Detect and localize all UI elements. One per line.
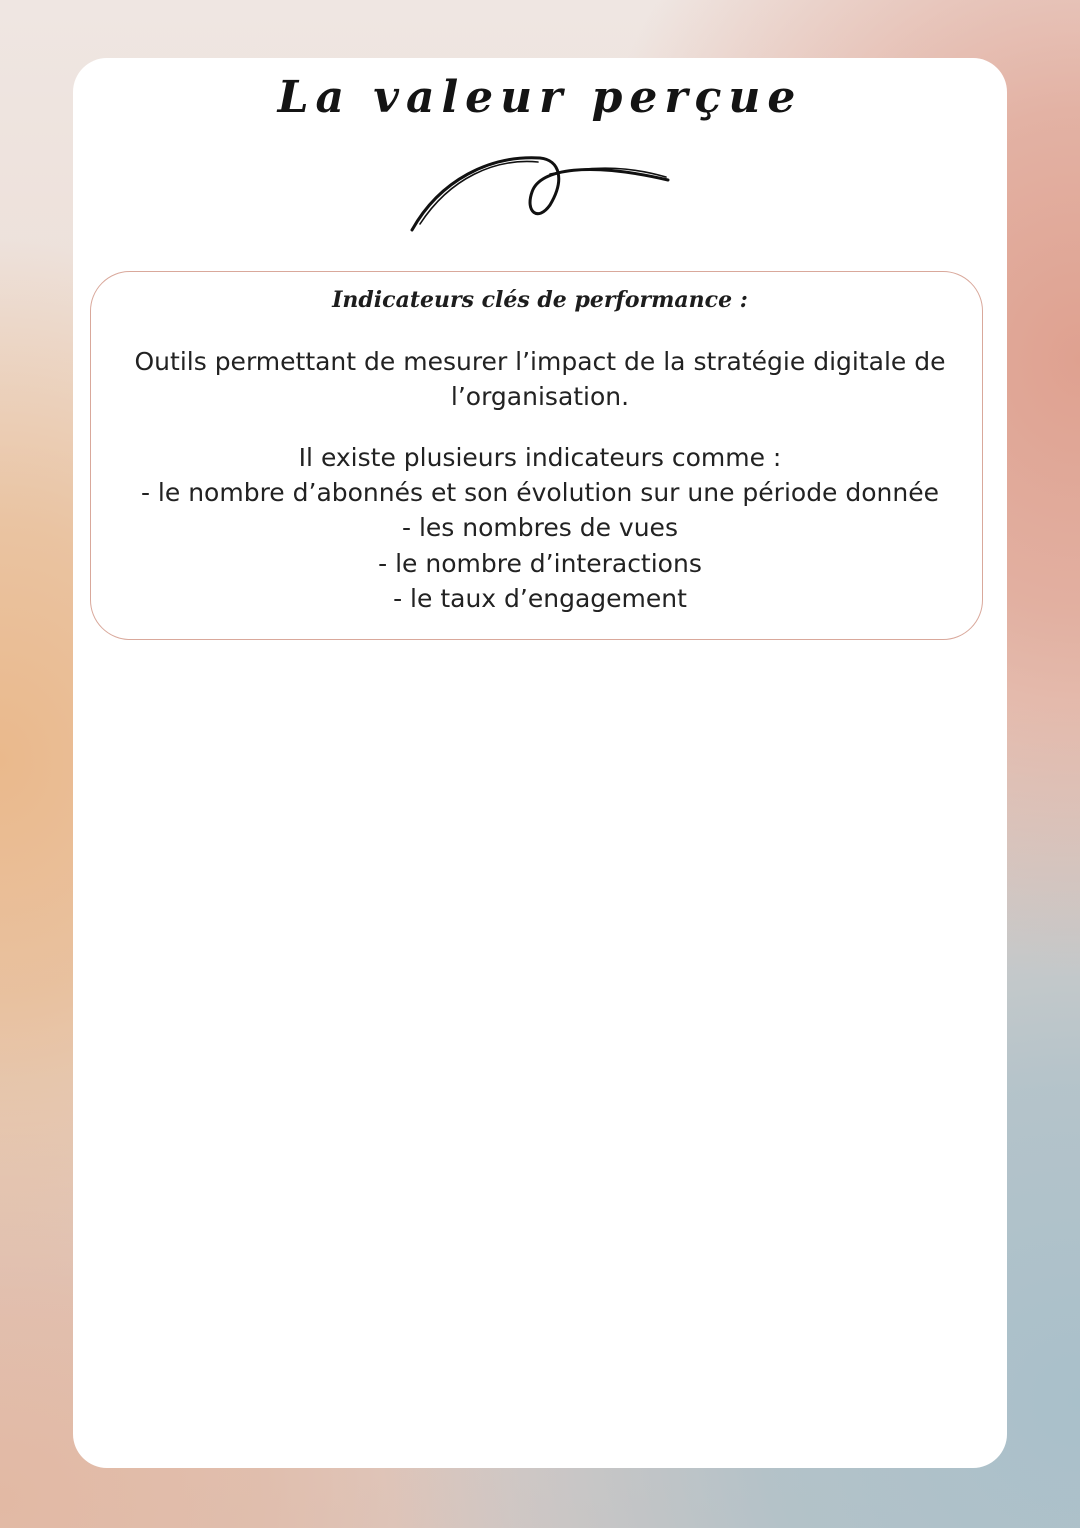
definition-text: Outils permettant de mesurer l’impact de la stratégie digitale de l’organisation. — [134, 347, 946, 411]
list-item: - le nombre d’interactions — [378, 548, 702, 578]
box-heading: Indicateurs clés de performance : — [332, 287, 748, 313]
list-item: - le taux d’engagement — [393, 583, 687, 613]
list-item: - le nombre d’abonnés et son évolution sur une période donnée — [140, 478, 940, 507]
list-item: - les nombres de vues — [402, 513, 678, 543]
swirl-flourish-icon — [400, 150, 680, 240]
page-title: La valeur perçue — [277, 72, 803, 123]
indicator-list — [110, 475, 970, 616]
page-card — [73, 58, 1007, 1468]
list-intro: Il existe plusieurs indicateurs comme : — [298, 443, 782, 472]
